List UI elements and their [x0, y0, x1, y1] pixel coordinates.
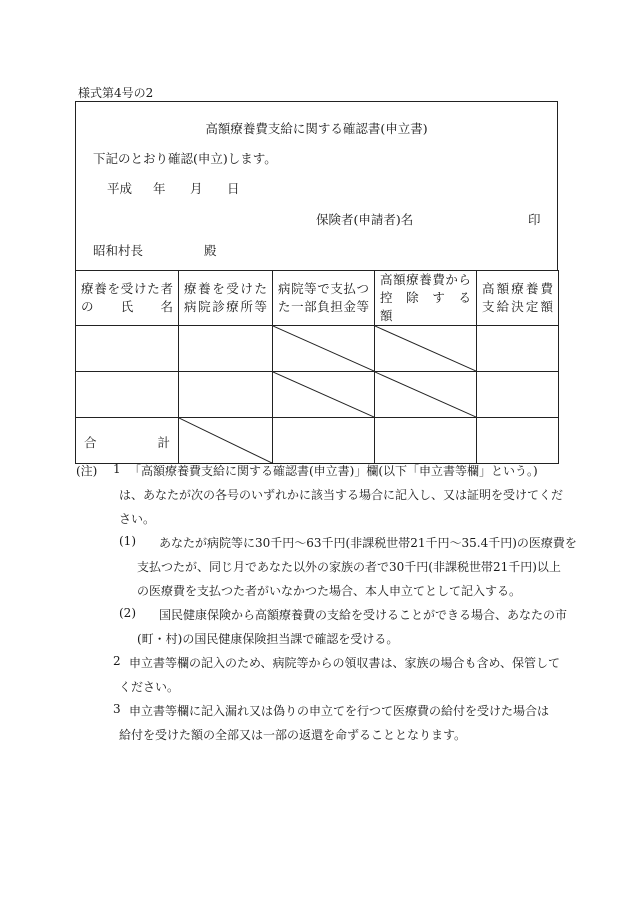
diagonal-strike	[273, 326, 374, 371]
honorific: 殿	[204, 243, 217, 258]
cell-copayment-total[interactable]	[273, 418, 375, 464]
cell-decided-amount[interactable]	[477, 372, 559, 418]
subnote-2-text: 国民健康保険から高額療養費の支給を受けることができる場合、あなたの市	[159, 608, 568, 622]
note-1-text: は、あなたが次の各号のいずれかに該当する場合に記入し、又は証明を受けてくだ	[119, 488, 564, 502]
cell-hospital[interactable]	[179, 326, 273, 372]
subnote-1-text: あなたが病院等に30千円～63千円(非課税世帯21千円～35.4千円)の医療費を	[159, 536, 577, 550]
cell-patient-name[interactable]	[76, 326, 179, 372]
note-3-text: 給付を受けた額の全部又は一部の返還を命ずることとなります。	[119, 728, 467, 742]
diagonal-strike	[375, 372, 476, 417]
cell-hospital-total	[179, 418, 273, 464]
date-day: 日	[227, 181, 240, 196]
subnote-2-number: (2)	[119, 606, 136, 620]
seal-mark: 印	[528, 212, 541, 227]
date-month: 月	[190, 181, 203, 196]
cell-copayment[interactable]	[273, 326, 375, 372]
total-label-cell	[76, 418, 179, 464]
table-header-row	[76, 271, 559, 326]
form-number: 様式第4号の2	[78, 86, 154, 100]
subnote-1-text: の医療費を支払つた者がいなかつた場合、本人申立てとして記入する。	[137, 584, 522, 598]
cell-deduction[interactable]	[375, 326, 477, 372]
header-copayment: 病院等で支払つ た一部負担金等	[273, 271, 375, 326]
subnote-2-text: (町・村)の国民健康保険担当課で確認を受ける。	[137, 632, 399, 646]
header-hospital: 療養を受けた 病院診療所等	[179, 271, 273, 326]
notes-prefix: (注)	[76, 464, 98, 478]
note-1-text: 「高額療養費支給に関する確認書(申立書)」欄(以下「申立書等欄」という。)	[129, 464, 538, 478]
table-total-row	[76, 418, 559, 464]
header-deduction: 高額療養費から 控 除 す る 額	[375, 271, 477, 326]
table-row	[76, 372, 559, 418]
diagonal-strike	[375, 326, 476, 371]
diagonal-strike	[179, 418, 272, 463]
subnote-1-text: 支払つたが、同じ月であなた以外の家族の者で30千円(非課税世帯21千円)以上	[137, 560, 561, 574]
diagonal-strike	[273, 372, 374, 417]
total-label-right: 計	[157, 435, 170, 450]
header-decided-amount: 高額療養費 支給決定額	[477, 271, 559, 326]
confirmation-table	[75, 270, 559, 464]
cell-patient-name[interactable]	[76, 372, 179, 418]
subnote-1-number: (1)	[119, 534, 136, 548]
cell-deduction-total[interactable]	[375, 418, 477, 464]
intro-text: 下記のとおり確認(申立)します。	[93, 151, 277, 166]
note-2-text: ください。	[119, 680, 180, 694]
note-3-text: 申立書等欄に記入漏れ又は偽りの申立てを行つて医療費の給付を受けた場合は	[129, 704, 550, 718]
header-patient-name: 療養を受けた者 の 氏 名	[76, 271, 179, 326]
date-era: 平成	[107, 181, 133, 196]
table-row	[76, 326, 559, 372]
cell-deduction[interactable]	[375, 372, 477, 418]
form-title: 高額療養費支給に関する確認書(申立書)	[205, 121, 428, 136]
addressee: 昭和村長	[93, 243, 144, 258]
cell-hospital[interactable]	[179, 372, 273, 418]
cell-copayment[interactable]	[273, 372, 375, 418]
date-year: 年	[153, 181, 166, 196]
note-3-number: 3	[113, 702, 121, 716]
note-2-text: 申立書等欄の記入のため、病院等からの領収書は、家族の場合も含め、保管して	[129, 656, 561, 670]
insured-name-label: 保険者(申請者)名	[316, 212, 414, 227]
note-1-text: さい。	[119, 512, 156, 526]
cell-decided-amount[interactable]	[477, 326, 559, 372]
cell-decided-total[interactable]	[477, 418, 559, 464]
total-label-left: 合	[84, 435, 97, 450]
note-1-number: 1	[113, 462, 121, 476]
note-2-number: 2	[113, 654, 121, 668]
